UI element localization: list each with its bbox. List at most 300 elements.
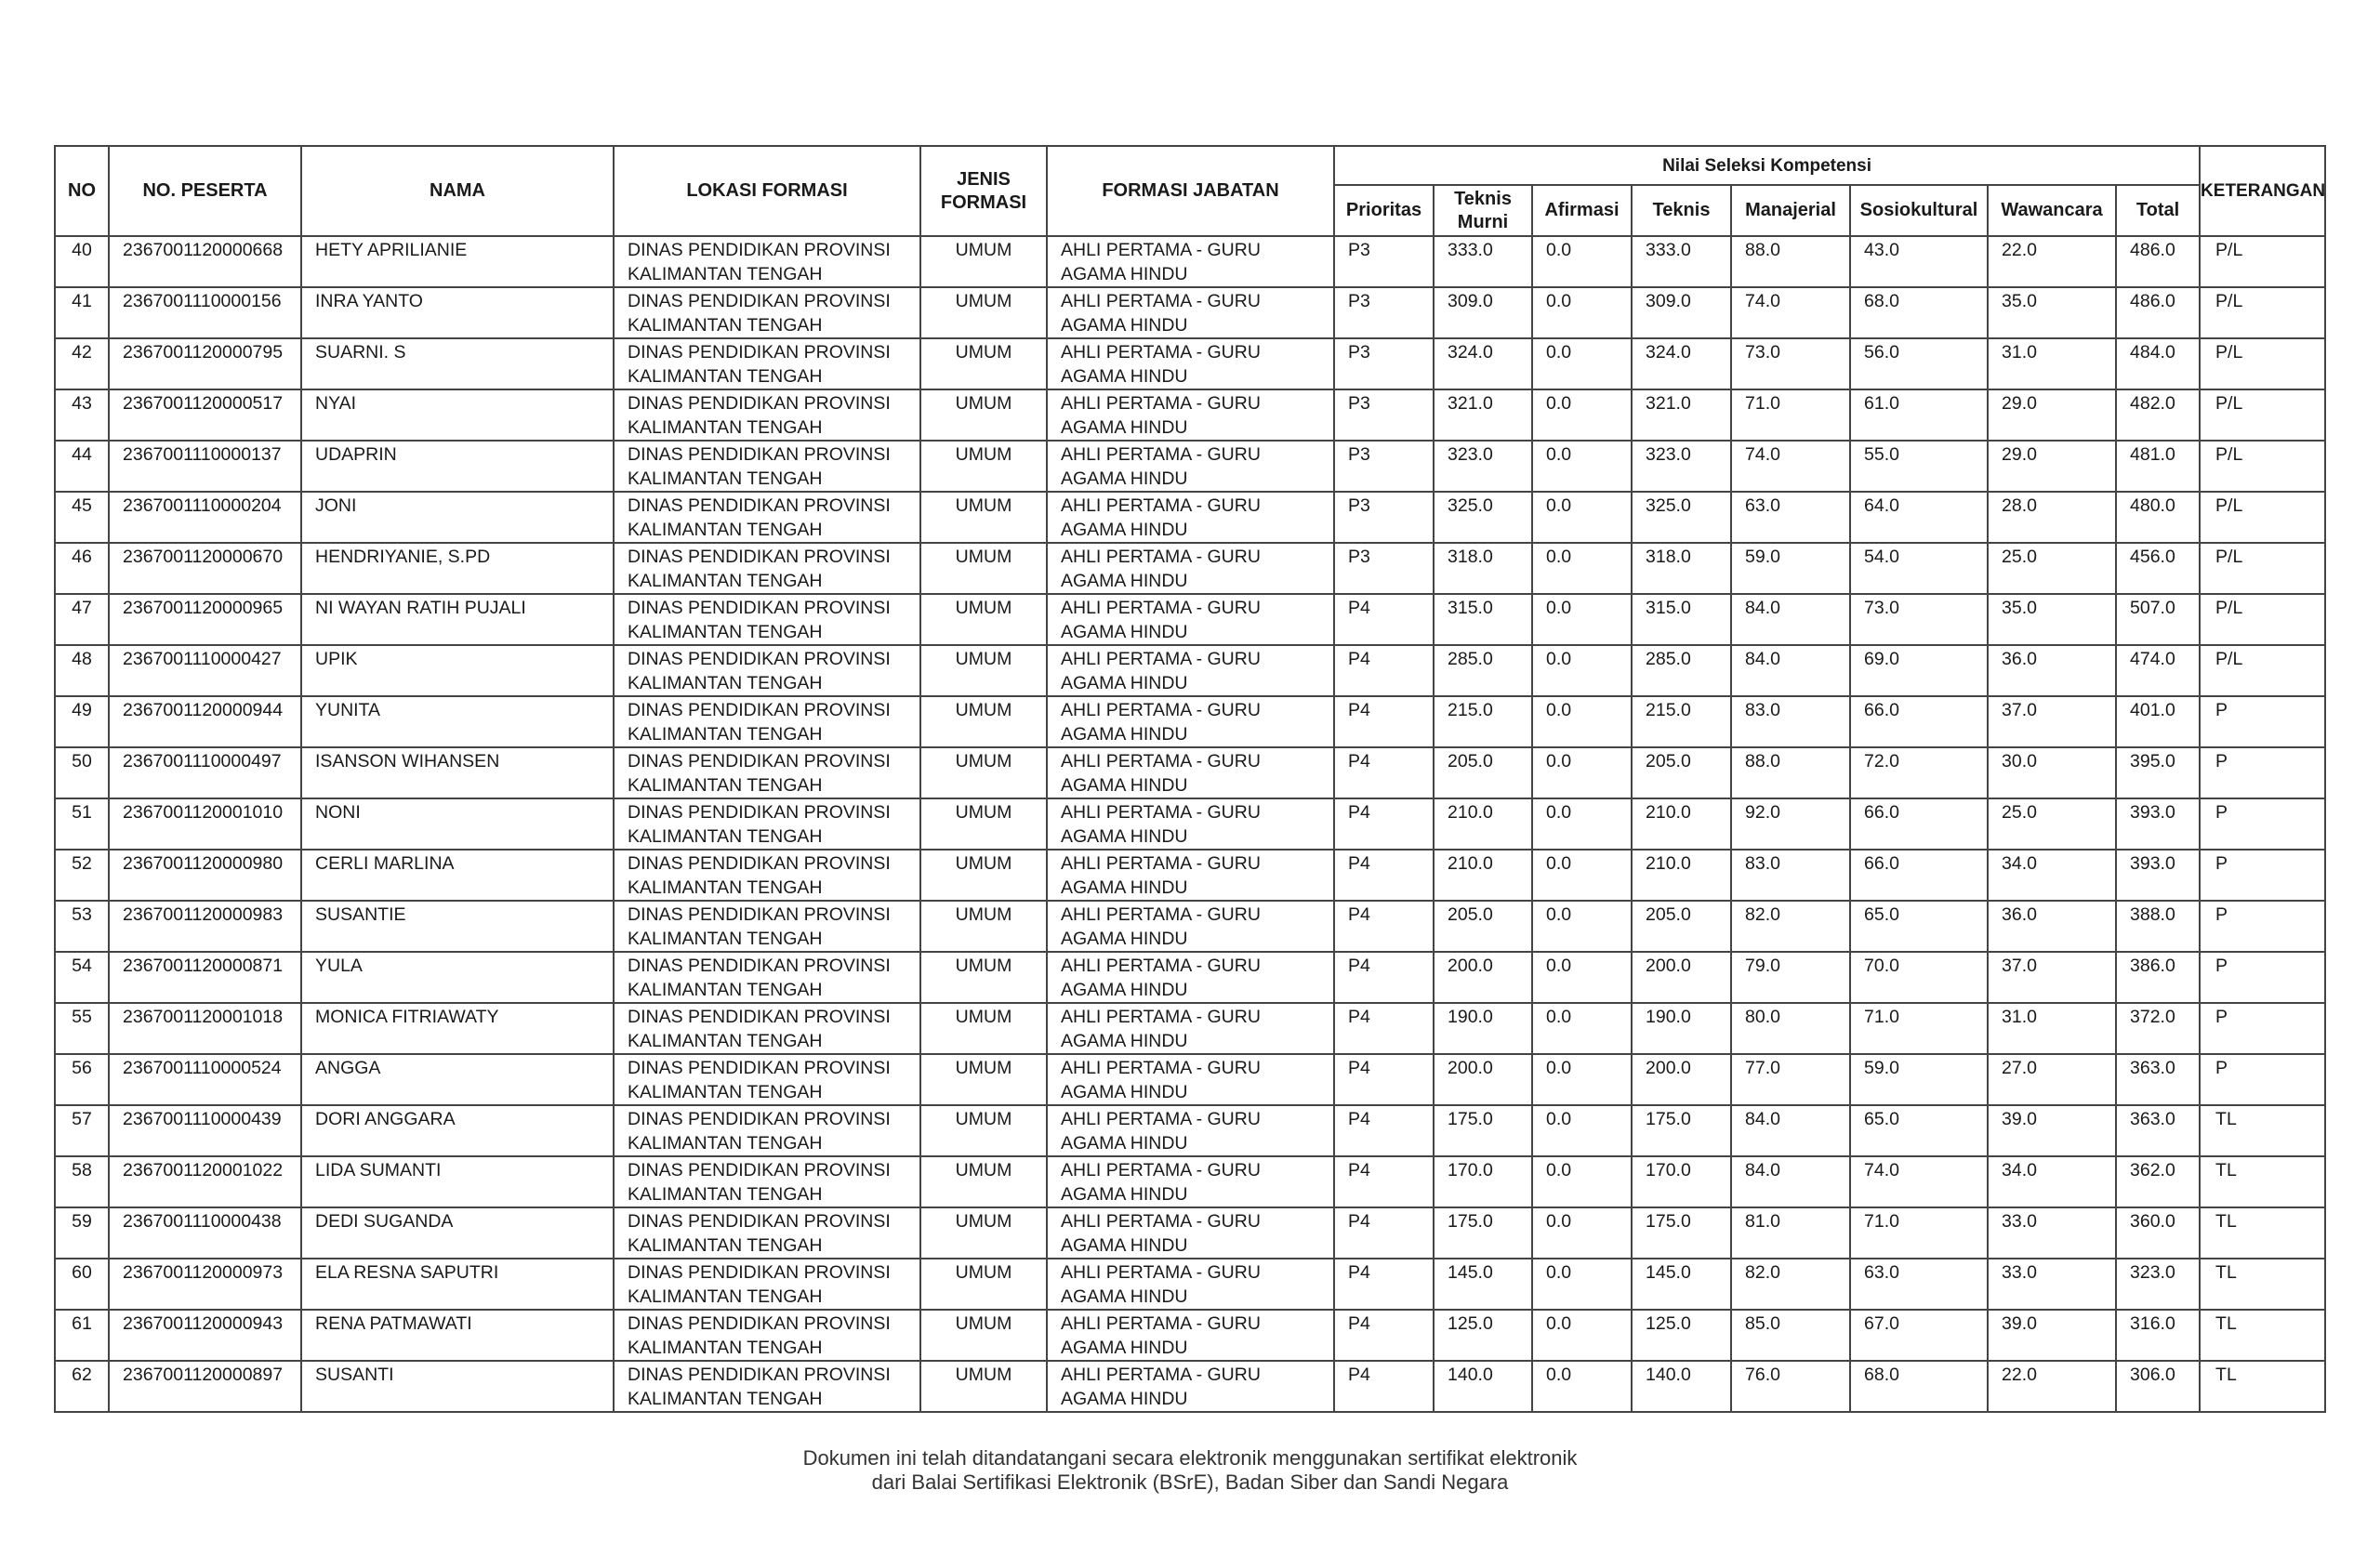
cell-prioritas: P4 — [1334, 798, 1434, 850]
cell-teknis-murni: 200.0 — [1434, 952, 1532, 1003]
cell-prioritas: P4 — [1334, 747, 1434, 798]
cell-formasi-jabatan: AHLI PERTAMA - GURU AGAMA HINDU — [1047, 1105, 1334, 1156]
cell-no-peserta: 2367001120000973 — [109, 1259, 301, 1310]
cell-teknis-murni: 140.0 — [1434, 1361, 1532, 1412]
cell-wawancara: 34.0 — [1988, 1156, 2116, 1207]
cell-total: 486.0 — [2116, 287, 2200, 338]
cell-jenis-formasi: UMUM — [920, 338, 1047, 389]
cell-nama: INRA YANTO — [301, 287, 614, 338]
cell-no: 56 — [55, 1054, 109, 1105]
cell-manajerial: 59.0 — [1731, 543, 1850, 594]
cell-teknis-murni: 309.0 — [1434, 287, 1532, 338]
cell-total: 363.0 — [2116, 1054, 2200, 1105]
table-row — [55, 492, 2325, 543]
cell-no-peserta: 2367001120001010 — [109, 798, 301, 850]
cell-afirmasi: 0.0 — [1532, 645, 1632, 696]
cell-wawancara: 35.0 — [1988, 287, 2116, 338]
cell-no-peserta: 2367001110000427 — [109, 645, 301, 696]
cell-no: 48 — [55, 645, 109, 696]
cell-sosiokultural: 71.0 — [1850, 1207, 1988, 1259]
cell-manajerial: 92.0 — [1731, 798, 1850, 850]
cell-afirmasi: 0.0 — [1532, 1361, 1632, 1412]
cell-nama: HENDRIYANIE, S.PD — [301, 543, 614, 594]
cell-lokasi-formasi: DINAS PENDIDIKAN PROVINSI KALIMANTAN TENGAH — [614, 1361, 920, 1412]
cell-afirmasi: 0.0 — [1532, 798, 1632, 850]
cell-teknis-murni: 125.0 — [1434, 1310, 1532, 1361]
cell-prioritas: P4 — [1334, 696, 1434, 747]
cell-prioritas: P3 — [1334, 441, 1434, 492]
cell-jenis-formasi: UMUM — [920, 543, 1047, 594]
cell-sosiokultural: 64.0 — [1850, 492, 1988, 543]
cell-sosiokultural: 65.0 — [1850, 1105, 1988, 1156]
cell-no: 52 — [55, 850, 109, 901]
cell-no: 61 — [55, 1310, 109, 1361]
cell-formasi-jabatan: AHLI PERTAMA - GURU AGAMA HINDU — [1047, 901, 1334, 952]
cell-manajerial: 76.0 — [1731, 1361, 1850, 1412]
cell-formasi-jabatan: AHLI PERTAMA - GURU AGAMA HINDU — [1047, 236, 1334, 287]
cell-sosiokultural: 66.0 — [1850, 696, 1988, 747]
cell-no-peserta: 2367001110000497 — [109, 747, 301, 798]
cell-formasi-jabatan: AHLI PERTAMA - GURU AGAMA HINDU — [1047, 1361, 1334, 1412]
selection-results-table — [54, 145, 2326, 1413]
cell-total: 393.0 — [2116, 850, 2200, 901]
header-afirmasi: Afirmasi — [1532, 185, 1632, 236]
cell-manajerial: 77.0 — [1731, 1054, 1850, 1105]
cell-prioritas: P3 — [1334, 492, 1434, 543]
cell-lokasi-formasi: DINAS PENDIDIKAN PROVINSI KALIMANTAN TENGAH — [614, 696, 920, 747]
cell-no: 41 — [55, 287, 109, 338]
cell-total: 456.0 — [2116, 543, 2200, 594]
cell-jenis-formasi: UMUM — [920, 1054, 1047, 1105]
cell-no-peserta: 2367001120000943 — [109, 1310, 301, 1361]
cell-no: 59 — [55, 1207, 109, 1259]
cell-formasi-jabatan: AHLI PERTAMA - GURU AGAMA HINDU — [1047, 287, 1334, 338]
cell-prioritas: P4 — [1334, 1156, 1434, 1207]
cell-prioritas: P4 — [1334, 594, 1434, 645]
cell-no: 50 — [55, 747, 109, 798]
table-header — [55, 146, 2325, 236]
cell-no: 57 — [55, 1105, 109, 1156]
cell-wawancara: 22.0 — [1988, 1361, 2116, 1412]
cell-sosiokultural: 43.0 — [1850, 236, 1988, 287]
cell-jenis-formasi: UMUM — [920, 850, 1047, 901]
cell-teknis-murni: 175.0 — [1434, 1207, 1532, 1259]
cell-afirmasi: 0.0 — [1532, 492, 1632, 543]
cell-formasi-jabatan: AHLI PERTAMA - GURU AGAMA HINDU — [1047, 747, 1334, 798]
cell-formasi-jabatan: AHLI PERTAMA - GURU AGAMA HINDU — [1047, 441, 1334, 492]
cell-wawancara: 36.0 — [1988, 901, 2116, 952]
cell-no-peserta: 2367001120000668 — [109, 236, 301, 287]
table-row — [55, 696, 2325, 747]
cell-teknis-murni: 321.0 — [1434, 389, 1532, 441]
cell-no: 58 — [55, 1156, 109, 1207]
cell-no: 54 — [55, 952, 109, 1003]
cell-total: 386.0 — [2116, 952, 2200, 1003]
cell-jenis-formasi: UMUM — [920, 236, 1047, 287]
cell-total: 486.0 — [2116, 236, 2200, 287]
cell-nama: JONI — [301, 492, 614, 543]
cell-total: 480.0 — [2116, 492, 2200, 543]
cell-afirmasi: 0.0 — [1532, 1054, 1632, 1105]
cell-keterangan: P/L — [2200, 287, 2325, 338]
header-prioritas: Prioritas — [1334, 185, 1434, 236]
cell-jenis-formasi: UMUM — [920, 645, 1047, 696]
cell-lokasi-formasi: DINAS PENDIDIKAN PROVINSI KALIMANTAN TENGAH — [614, 798, 920, 850]
cell-afirmasi: 0.0 — [1532, 850, 1632, 901]
header-no: NO — [55, 146, 109, 236]
cell-sosiokultural: 71.0 — [1850, 1003, 1988, 1054]
cell-total: 482.0 — [2116, 389, 2200, 441]
cell-teknis: 175.0 — [1632, 1207, 1731, 1259]
cell-lokasi-formasi: DINAS PENDIDIKAN PROVINSI KALIMANTAN TENGAH — [614, 747, 920, 798]
cell-jenis-formasi: UMUM — [920, 1310, 1047, 1361]
header-keterangan: KETERANGAN — [2200, 146, 2325, 236]
cell-nama: SUARNI. S — [301, 338, 614, 389]
cell-no: 55 — [55, 1003, 109, 1054]
table-row — [55, 1259, 2325, 1310]
cell-afirmasi: 0.0 — [1532, 1105, 1632, 1156]
cell-lokasi-formasi: DINAS PENDIDIKAN PROVINSI KALIMANTAN TENGAH — [614, 1054, 920, 1105]
cell-sosiokultural: 54.0 — [1850, 543, 1988, 594]
cell-lokasi-formasi: DINAS PENDIDIKAN PROVINSI KALIMANTAN TENGAH — [614, 1259, 920, 1310]
cell-no-peserta: 2367001120000795 — [109, 338, 301, 389]
cell-teknis-murni: 215.0 — [1434, 696, 1532, 747]
cell-nama: YUNITA — [301, 696, 614, 747]
cell-no: 60 — [55, 1259, 109, 1310]
cell-no: 51 — [55, 798, 109, 850]
cell-teknis-murni: 325.0 — [1434, 492, 1532, 543]
cell-wawancara: 29.0 — [1988, 441, 2116, 492]
cell-nama: LIDA SUMANTI — [301, 1156, 614, 1207]
cell-afirmasi: 0.0 — [1532, 389, 1632, 441]
table-row — [55, 1310, 2325, 1361]
cell-manajerial: 80.0 — [1731, 1003, 1850, 1054]
cell-keterangan: P/L — [2200, 543, 2325, 594]
cell-wawancara: 27.0 — [1988, 1054, 2116, 1105]
cell-no-peserta: 2367001110000156 — [109, 287, 301, 338]
cell-manajerial: 83.0 — [1731, 696, 1850, 747]
signature-notice-line-1: Dokumen ini telah ditandatangani secara elektronik menggunakan sertifikat elektronik — [802, 1446, 1578, 1470]
cell-no: 47 — [55, 594, 109, 645]
cell-afirmasi: 0.0 — [1532, 1310, 1632, 1361]
cell-total: 362.0 — [2116, 1156, 2200, 1207]
cell-keterangan: P — [2200, 696, 2325, 747]
cell-no-peserta: 2367001120001018 — [109, 1003, 301, 1054]
cell-formasi-jabatan: AHLI PERTAMA - GURU AGAMA HINDU — [1047, 1310, 1334, 1361]
header-no-peserta: NO. PESERTA — [109, 146, 301, 236]
header-teknis: Teknis — [1632, 185, 1731, 236]
cell-prioritas: P3 — [1334, 543, 1434, 594]
cell-keterangan: P — [2200, 1054, 2325, 1105]
cell-manajerial: 84.0 — [1731, 594, 1850, 645]
cell-formasi-jabatan: AHLI PERTAMA - GURU AGAMA HINDU — [1047, 543, 1334, 594]
table-row — [55, 594, 2325, 645]
cell-wawancara: 39.0 — [1988, 1105, 2116, 1156]
cell-wawancara: 34.0 — [1988, 850, 2116, 901]
signature-notice-line-2: dari Balai Sertifikasi Elektronik (BSrE), Badan Siber dan Sandi Negara — [871, 1470, 1509, 1494]
cell-nama: ISANSON WIHANSEN — [301, 747, 614, 798]
cell-afirmasi: 0.0 — [1532, 901, 1632, 952]
cell-sosiokultural: 66.0 — [1850, 850, 1988, 901]
cell-wawancara: 28.0 — [1988, 492, 2116, 543]
cell-teknis: 309.0 — [1632, 287, 1731, 338]
cell-sosiokultural: 72.0 — [1850, 747, 1988, 798]
cell-afirmasi: 0.0 — [1532, 747, 1632, 798]
cell-total: 316.0 — [2116, 1310, 2200, 1361]
table-row — [55, 1361, 2325, 1412]
cell-manajerial: 74.0 — [1731, 287, 1850, 338]
cell-nama: ELA RESNA SAPUTRI — [301, 1259, 614, 1310]
cell-no: 40 — [55, 236, 109, 287]
header-teknis-murni: Teknis Murni — [1434, 185, 1532, 236]
cell-nama: UPIK — [301, 645, 614, 696]
cell-formasi-jabatan: AHLI PERTAMA - GURU AGAMA HINDU — [1047, 696, 1334, 747]
cell-lokasi-formasi: DINAS PENDIDIKAN PROVINSI KALIMANTAN TENGAH — [614, 1003, 920, 1054]
cell-jenis-formasi: UMUM — [920, 492, 1047, 543]
header-jenis-formasi: JENIS FORMASI — [920, 146, 1047, 236]
table-row — [55, 543, 2325, 594]
cell-teknis-murni: 323.0 — [1434, 441, 1532, 492]
cell-keterangan: P — [2200, 850, 2325, 901]
cell-lokasi-formasi: DINAS PENDIDIKAN PROVINSI KALIMANTAN TENGAH — [614, 645, 920, 696]
cell-teknis: 315.0 — [1632, 594, 1731, 645]
cell-jenis-formasi: UMUM — [920, 1207, 1047, 1259]
cell-no-peserta: 2367001120000944 — [109, 696, 301, 747]
cell-total: 363.0 — [2116, 1105, 2200, 1156]
cell-jenis-formasi: UMUM — [920, 747, 1047, 798]
cell-nama: HETY APRILIANIE — [301, 236, 614, 287]
cell-lokasi-formasi: DINAS PENDIDIKAN PROVINSI KALIMANTAN TENGAH — [614, 543, 920, 594]
cell-keterangan: TL — [2200, 1156, 2325, 1207]
cell-manajerial: 71.0 — [1731, 389, 1850, 441]
cell-teknis: 200.0 — [1632, 952, 1731, 1003]
cell-manajerial: 74.0 — [1731, 441, 1850, 492]
cell-wawancara: 33.0 — [1988, 1207, 2116, 1259]
table-row — [55, 747, 2325, 798]
cell-prioritas: P4 — [1334, 645, 1434, 696]
cell-prioritas: P4 — [1334, 850, 1434, 901]
cell-manajerial: 84.0 — [1731, 645, 1850, 696]
cell-keterangan: P/L — [2200, 645, 2325, 696]
cell-manajerial: 83.0 — [1731, 850, 1850, 901]
cell-wawancara: 36.0 — [1988, 645, 2116, 696]
cell-lokasi-formasi: DINAS PENDIDIKAN PROVINSI KALIMANTAN TENGAH — [614, 236, 920, 287]
cell-no-peserta: 2367001120000983 — [109, 901, 301, 952]
cell-no-peserta: 2367001120001022 — [109, 1156, 301, 1207]
cell-teknis: 324.0 — [1632, 338, 1731, 389]
cell-no: 49 — [55, 696, 109, 747]
cell-teknis-murni: 205.0 — [1434, 901, 1532, 952]
cell-wawancara: 37.0 — [1988, 696, 2116, 747]
cell-jenis-formasi: UMUM — [920, 594, 1047, 645]
cell-no: 62 — [55, 1361, 109, 1412]
cell-keterangan: TL — [2200, 1207, 2325, 1259]
cell-manajerial: 81.0 — [1731, 1207, 1850, 1259]
cell-teknis-murni: 200.0 — [1434, 1054, 1532, 1105]
cell-nama: RENA PATMAWATI — [301, 1310, 614, 1361]
header-wawancara: Wawancara — [1988, 185, 2116, 236]
cell-jenis-formasi: UMUM — [920, 1259, 1047, 1310]
cell-wawancara: 35.0 — [1988, 594, 2116, 645]
cell-teknis: 200.0 — [1632, 1054, 1731, 1105]
table-row — [55, 1156, 2325, 1207]
cell-jenis-formasi: UMUM — [920, 696, 1047, 747]
cell-prioritas: P3 — [1334, 287, 1434, 338]
cell-keterangan: TL — [2200, 1361, 2325, 1412]
cell-formasi-jabatan: AHLI PERTAMA - GURU AGAMA HINDU — [1047, 338, 1334, 389]
cell-afirmasi: 0.0 — [1532, 1259, 1632, 1310]
cell-teknis-murni: 170.0 — [1434, 1156, 1532, 1207]
cell-jenis-formasi: UMUM — [920, 798, 1047, 850]
cell-teknis-murni: 205.0 — [1434, 747, 1532, 798]
cell-keterangan: TL — [2200, 1105, 2325, 1156]
cell-nama: NI WAYAN RATIH PUJALI — [301, 594, 614, 645]
cell-no-peserta: 2367001120000517 — [109, 389, 301, 441]
cell-formasi-jabatan: AHLI PERTAMA - GURU AGAMA HINDU — [1047, 645, 1334, 696]
table-row — [55, 645, 2325, 696]
cell-no: 42 — [55, 338, 109, 389]
cell-wawancara: 29.0 — [1988, 389, 2116, 441]
cell-sosiokultural: 59.0 — [1850, 1054, 1988, 1105]
cell-keterangan: TL — [2200, 1310, 2325, 1361]
cell-teknis: 210.0 — [1632, 798, 1731, 850]
cell-keterangan: P/L — [2200, 236, 2325, 287]
cell-lokasi-formasi: DINAS PENDIDIKAN PROVINSI KALIMANTAN TENGAH — [614, 287, 920, 338]
cell-no-peserta: 2367001110000524 — [109, 1054, 301, 1105]
cell-formasi-jabatan: AHLI PERTAMA - GURU AGAMA HINDU — [1047, 492, 1334, 543]
results-sheet — [54, 145, 2326, 1413]
cell-manajerial: 73.0 — [1731, 338, 1850, 389]
cell-formasi-jabatan: AHLI PERTAMA - GURU AGAMA HINDU — [1047, 850, 1334, 901]
cell-wawancara: 25.0 — [1988, 798, 2116, 850]
cell-keterangan: P — [2200, 901, 2325, 952]
cell-prioritas: P3 — [1334, 236, 1434, 287]
header-nama: NAMA — [301, 146, 614, 236]
cell-manajerial: 63.0 — [1731, 492, 1850, 543]
cell-keterangan: P/L — [2200, 389, 2325, 441]
cell-teknis: 285.0 — [1632, 645, 1731, 696]
cell-wawancara: 25.0 — [1988, 543, 2116, 594]
cell-no-peserta: 2367001110000438 — [109, 1207, 301, 1259]
cell-prioritas: P4 — [1334, 1003, 1434, 1054]
cell-nama: MONICA FITRIAWATY — [301, 1003, 614, 1054]
cell-no-peserta: 2367001120000980 — [109, 850, 301, 901]
cell-prioritas: P4 — [1334, 952, 1434, 1003]
cell-teknis: 145.0 — [1632, 1259, 1731, 1310]
cell-manajerial: 79.0 — [1731, 952, 1850, 1003]
cell-no-peserta: 2367001120000871 — [109, 952, 301, 1003]
cell-total: 388.0 — [2116, 901, 2200, 952]
cell-no-peserta: 2367001110000439 — [109, 1105, 301, 1156]
cell-sosiokultural: 69.0 — [1850, 645, 1988, 696]
cell-afirmasi: 0.0 — [1532, 1003, 1632, 1054]
table-row — [55, 1054, 2325, 1105]
cell-sosiokultural: 68.0 — [1850, 1361, 1988, 1412]
header-total: Total — [2116, 185, 2200, 236]
cell-afirmasi: 0.0 — [1532, 543, 1632, 594]
cell-afirmasi: 0.0 — [1532, 1207, 1632, 1259]
cell-afirmasi: 0.0 — [1532, 696, 1632, 747]
table-row — [55, 287, 2325, 338]
cell-teknis: 170.0 — [1632, 1156, 1731, 1207]
cell-wawancara: 33.0 — [1988, 1259, 2116, 1310]
cell-teknis: 321.0 — [1632, 389, 1731, 441]
cell-nama: SUSANTI — [301, 1361, 614, 1412]
cell-nama: DEDI SUGANDA — [301, 1207, 614, 1259]
cell-teknis-murni: 318.0 — [1434, 543, 1532, 594]
cell-manajerial: 82.0 — [1731, 901, 1850, 952]
cell-keterangan: P — [2200, 952, 2325, 1003]
cell-prioritas: P4 — [1334, 1054, 1434, 1105]
cell-prioritas: P4 — [1334, 1361, 1434, 1412]
table-row — [55, 798, 2325, 850]
cell-manajerial: 88.0 — [1731, 236, 1850, 287]
cell-teknis: 190.0 — [1632, 1003, 1731, 1054]
cell-no: 45 — [55, 492, 109, 543]
e-signature-notice — [0, 1446, 2380, 1495]
cell-wawancara: 31.0 — [1988, 1003, 2116, 1054]
cell-jenis-formasi: UMUM — [920, 1361, 1047, 1412]
cell-teknis-murni: 333.0 — [1434, 236, 1532, 287]
cell-sosiokultural: 63.0 — [1850, 1259, 1988, 1310]
cell-keterangan: P — [2200, 798, 2325, 850]
cell-afirmasi: 0.0 — [1532, 236, 1632, 287]
cell-jenis-formasi: UMUM — [920, 1003, 1047, 1054]
header-nilai-seleksi-kompetensi: Nilai Seleksi Kompetensi — [1334, 146, 2200, 185]
cell-no-peserta: 2367001120000897 — [109, 1361, 301, 1412]
cell-sosiokultural: 70.0 — [1850, 952, 1988, 1003]
cell-sosiokultural: 56.0 — [1850, 338, 1988, 389]
cell-nama: YULA — [301, 952, 614, 1003]
cell-formasi-jabatan: AHLI PERTAMA - GURU AGAMA HINDU — [1047, 1259, 1334, 1310]
table-row — [55, 338, 2325, 389]
cell-total: 395.0 — [2116, 747, 2200, 798]
cell-teknis-murni: 210.0 — [1434, 850, 1532, 901]
cell-teknis: 175.0 — [1632, 1105, 1731, 1156]
cell-lokasi-formasi: DINAS PENDIDIKAN PROVINSI KALIMANTAN TENGAH — [614, 492, 920, 543]
cell-total: 474.0 — [2116, 645, 2200, 696]
table-row — [55, 850, 2325, 901]
cell-teknis: 215.0 — [1632, 696, 1731, 747]
cell-afirmasi: 0.0 — [1532, 441, 1632, 492]
cell-keterangan: P/L — [2200, 441, 2325, 492]
cell-lokasi-formasi: DINAS PENDIDIKAN PROVINSI KALIMANTAN TENGAH — [614, 594, 920, 645]
cell-lokasi-formasi: DINAS PENDIDIKAN PROVINSI KALIMANTAN TENGAH — [614, 441, 920, 492]
cell-jenis-formasi: UMUM — [920, 1105, 1047, 1156]
cell-nama: CERLI MARLINA — [301, 850, 614, 901]
cell-lokasi-formasi: DINAS PENDIDIKAN PROVINSI KALIMANTAN TENGAH — [614, 850, 920, 901]
cell-teknis: 210.0 — [1632, 850, 1731, 901]
cell-jenis-formasi: UMUM — [920, 389, 1047, 441]
cell-teknis: 333.0 — [1632, 236, 1731, 287]
cell-no: 43 — [55, 389, 109, 441]
cell-wawancara: 37.0 — [1988, 952, 2116, 1003]
cell-teknis-murni: 190.0 — [1434, 1003, 1532, 1054]
cell-teknis: 325.0 — [1632, 492, 1731, 543]
cell-sosiokultural: 66.0 — [1850, 798, 1988, 850]
cell-prioritas: P3 — [1334, 389, 1434, 441]
cell-lokasi-formasi: DINAS PENDIDIKAN PROVINSI KALIMANTAN TENGAH — [614, 1207, 920, 1259]
table-row — [55, 236, 2325, 287]
cell-lokasi-formasi: DINAS PENDIDIKAN PROVINSI KALIMANTAN TENGAH — [614, 1310, 920, 1361]
cell-formasi-jabatan: AHLI PERTAMA - GURU AGAMA HINDU — [1047, 798, 1334, 850]
cell-teknis-murni: 324.0 — [1434, 338, 1532, 389]
cell-jenis-formasi: UMUM — [920, 901, 1047, 952]
cell-keterangan: P/L — [2200, 338, 2325, 389]
cell-afirmasi: 0.0 — [1532, 1156, 1632, 1207]
cell-teknis-murni: 210.0 — [1434, 798, 1532, 850]
cell-teknis: 318.0 — [1632, 543, 1731, 594]
